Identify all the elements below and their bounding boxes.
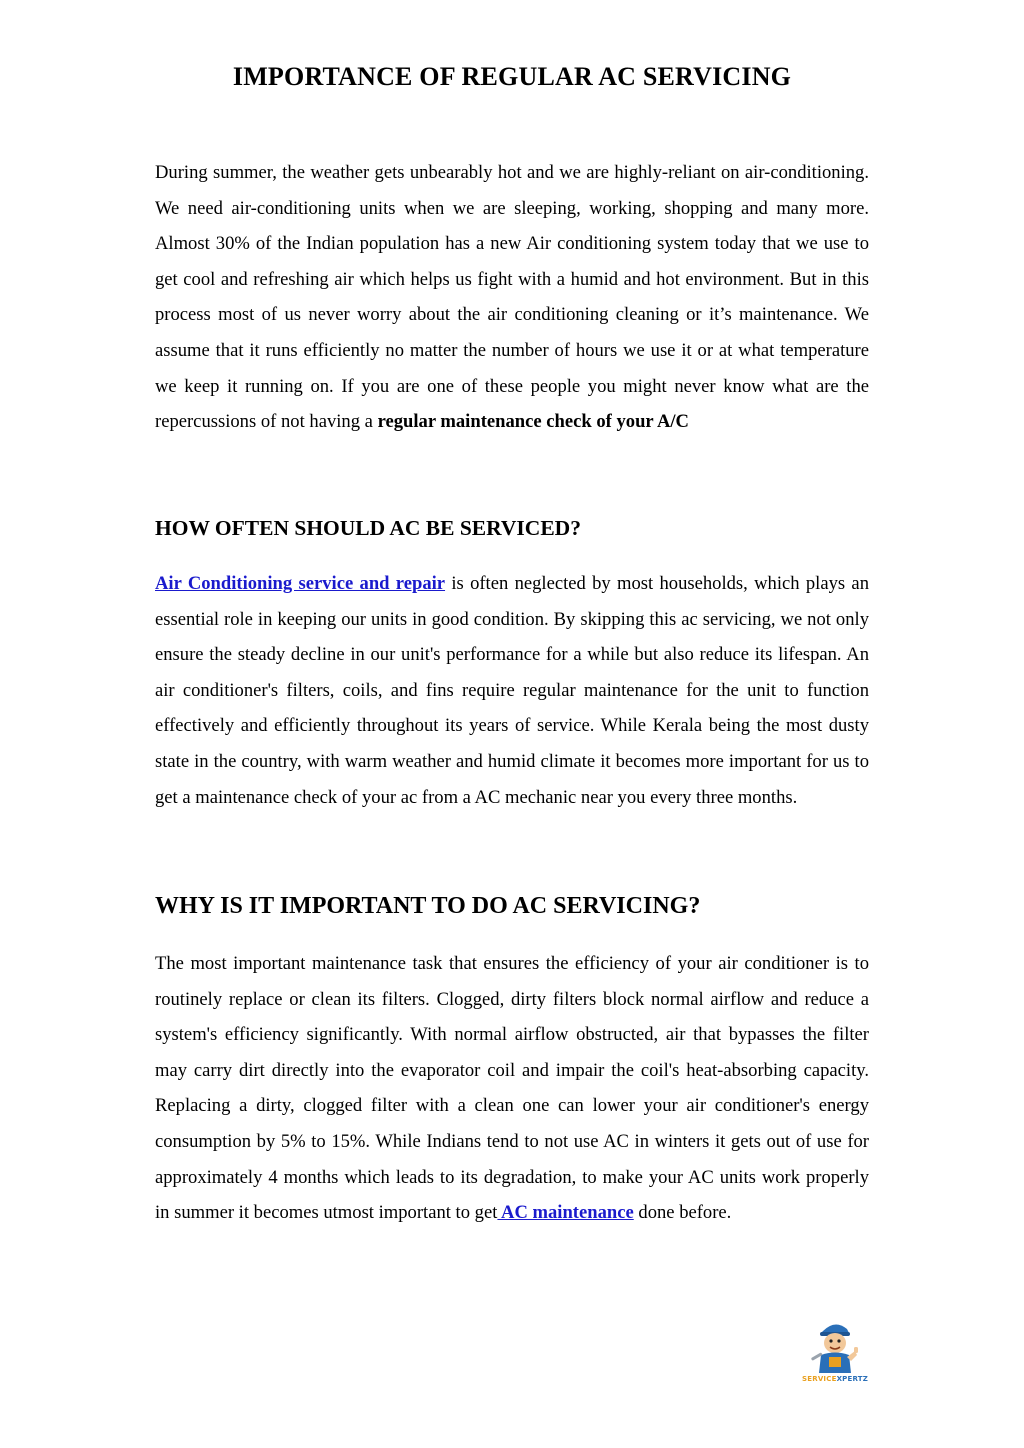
intro-paragraph	[155, 155, 869, 440]
page-title: IMPORTANCE OF REGULAR AC SERVICING	[232, 62, 792, 91]
logo-wordmark-part1: SERVICE	[802, 1375, 837, 1383]
section-heading-how-often: HOW OFTEN SHOULD AC BE SERVICED?	[155, 516, 581, 540]
intro-bold-text: regular maintenance check of your A/C	[377, 411, 689, 433]
ac-maintenance-link[interactable]: AC maintenance	[497, 1202, 634, 1224]
why-important-paragraph	[155, 946, 869, 1231]
ac-service-repair-link[interactable]: Air Conditioning service and repair	[155, 573, 446, 594]
how-often-text: is often neglected by most households, which plays an essential role in keeping our units in good condition. By skipping this ac servicing, we not only ensure the steady decline in our unit's performance for a while but also reduce its lifespan. An air conditioner's filters, coils, and fins require regular maintenance for the unit to function effectively and efficiently throughout its years of service. While Kerala being the most dusty state in the country, with warm weather and humid climate it becomes more important for us to get a maintenance check of your ac from a AC mechanic near you every three months.	[155, 573, 869, 808]
why-important-tail: done before.	[633, 1202, 732, 1224]
servicexpertz-logo	[801, 1317, 869, 1387]
why-important-text: The most important maintenance task that ensures the efficiency of your air conditioner is to routinely replace or clean its filters. Clogged, dirty filters block normal airflow and reduce a system's efficiency significantly. With normal airflow obstructed, air that bypasses the filter may carry dirt directly into the evaporator coil and impair the coil's heat-absorbing capacity. Replacing a dirty, clogged filter with a clean one can lower your air conditioner's energy consumption by 5% to 15%. While Indians tend to not use AC in winters it gets out of use for approximately 4 months which leads to its degradation, to make your AC units work properly in summer it becomes utmost important to get	[155, 953, 869, 1224]
mechanic-mascot-icon	[801, 1317, 869, 1373]
logo-wordmark-part2: XPERTZ	[836, 1375, 868, 1383]
logo-wordmark	[801, 1375, 869, 1383]
how-often-paragraph	[155, 566, 869, 815]
intro-text: During summer, the weather gets unbearably hot and we are highly-reliant on air-conditioning. We need air-conditioning units when we are sleeping, working, shopping and many more. Almost 30% of the Indian population has a new Air conditioning system today that we use to get cool and refreshing air which helps us fight with a humid and hot environment. But in this process most of us never worry about the air conditioning cleaning or it’s maintenance. We assume that it runs efficiently no matter the number of hours we use it or at what temperature we keep it running on. If you are one of these people you might never know what are the repercussions of not having a	[155, 162, 869, 433]
section-heading-why-important: WHY IS IT IMPORTANT TO DO AC SERVICING?	[155, 893, 701, 919]
